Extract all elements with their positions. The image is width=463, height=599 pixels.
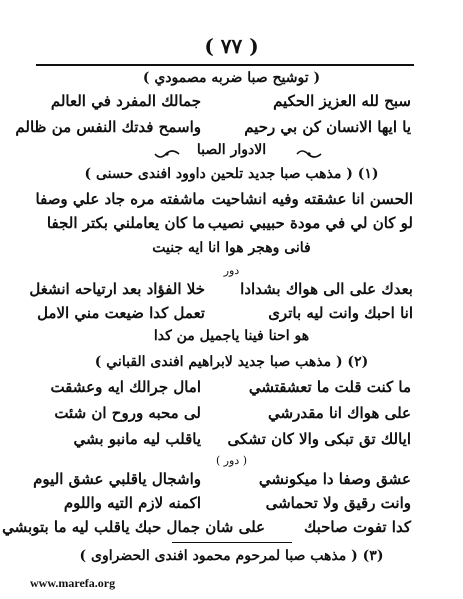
- section-divider: [172, 542, 292, 543]
- verse-left: على شان جمال حبك ياقلب ليه ما بتوبشي: [2, 518, 265, 536]
- verse-right: ايالك تق تبكى والا كان تشكى: [227, 430, 411, 448]
- song1-title: (١) ( مذهب صبا جديد تلحين داوود افندى حسنى ): [84, 166, 379, 182]
- verse-right: لو كان لي في مودة حبيبي نصيب: [207, 214, 413, 232]
- verse-left: ياقلب ليه مانبو بشي: [73, 430, 201, 448]
- verse-left: تعمل كدا ضيعت مني الامل: [37, 304, 205, 322]
- song3-title: (٣) ( مذهب صبا لمرحوم محمود افندى الحضراوى ): [79, 548, 384, 564]
- page-number: ( ٧٧ ): [204, 34, 259, 58]
- verse-right: كدا تفوت صاحبك: [303, 518, 411, 536]
- dor-label: دور: [223, 264, 240, 277]
- center-verse: فانى وهجر هوا انا ايه جنيت: [152, 240, 311, 256]
- verse-right: وانت رقيق ولا تحماشى: [265, 494, 411, 512]
- verse-right: انا احبك وانت ليه باترى: [268, 304, 413, 322]
- verse-right: بعدك على الى هواك بشدادا: [240, 280, 413, 298]
- verse-left: ماشفته مره جاد علي وصفا: [35, 190, 205, 208]
- ornament-left-icon: [154, 148, 180, 160]
- section1-title: ( توشيح صبا ضربه مصمودي ): [142, 70, 321, 86]
- verse-right: ما كنت قلت ما تعشقتشي: [248, 378, 411, 396]
- verse-left: لى محبه وروح ان شئت: [54, 404, 201, 422]
- verse-left: اكمنه لازم التيه واللوم: [63, 494, 201, 512]
- verse-left: امال جرالك ايه وعشقت: [50, 378, 201, 396]
- dor-label: ( دور ): [215, 454, 248, 467]
- center-verse: هو احنا فينا ياجميل من كدا: [153, 328, 310, 344]
- verse-right: عشق وصفا دا ميكونشي: [258, 470, 411, 488]
- verse-left: جمالك المفرد في العالم: [50, 92, 201, 110]
- verse-left: واسمح فدتك النفس من ظالم: [15, 118, 201, 136]
- verse-right: يا ايها الانسان كن بي رحيم: [244, 118, 411, 136]
- header-rule: [36, 64, 414, 66]
- verse-right: الحسن انا عشقته وفيه انشاحيت: [211, 190, 413, 208]
- verse-left: ما كان يعاملني بكتر الجفا: [46, 214, 205, 232]
- ornament-heading: الادوار الصبا: [196, 142, 267, 158]
- verse-left: واشجال ياقلبي عشق اليوم: [33, 470, 201, 488]
- verse-right: سبح لله العزيز الحكيم: [273, 92, 411, 110]
- verse-left: خلا الفؤاد بعد ارتياحه انشغل: [29, 280, 205, 298]
- footer-url[interactable]: www.marefa.org: [30, 576, 116, 590]
- verse-right: على هواك انا مقدرشي: [268, 404, 411, 422]
- song2-title: (٢) ( مذهب صبا جديد لابراهيم افندى القباني ): [94, 354, 369, 370]
